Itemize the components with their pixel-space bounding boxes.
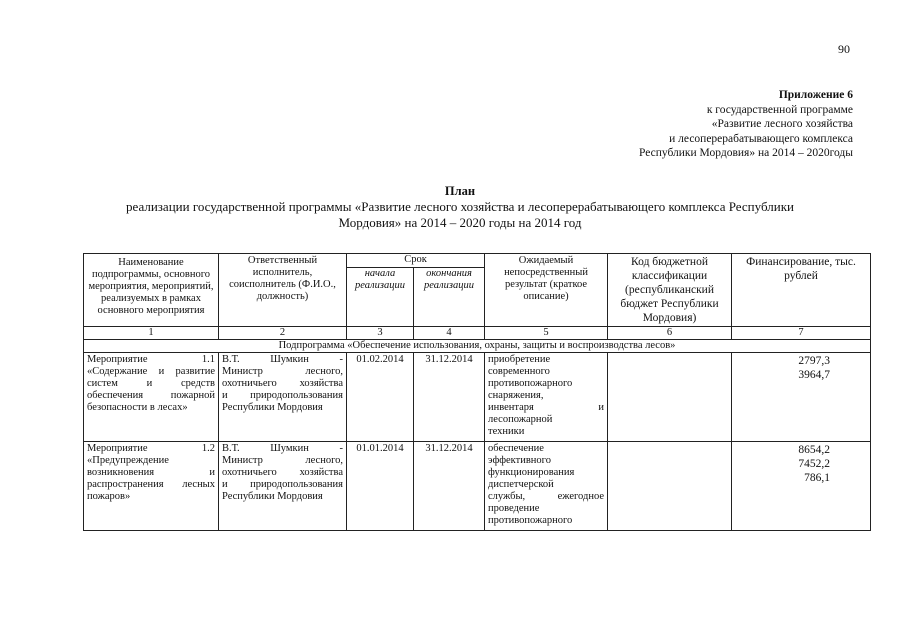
- column-number: 6: [608, 327, 732, 340]
- cell-line: В.Т. Шумкин -: [222, 354, 343, 365]
- plan-subtitle-line-2: Мордовия» на 2014 – 2020 годы на 2014 год: [338, 215, 582, 230]
- cell-line: функционирования: [488, 467, 575, 478]
- appendix-block: [523, 88, 853, 161]
- plan-table: [83, 253, 871, 531]
- table-row: [84, 353, 871, 442]
- column-number: 3: [347, 327, 414, 340]
- cell-line: В.Т. Шумкин -: [222, 443, 343, 454]
- header-code: Код бюджетной классификации (республиканский бюджет Республики Мордовия): [608, 254, 732, 327]
- cell-name: [84, 442, 219, 531]
- cell-line: Мероприятие 1.1: [87, 354, 215, 365]
- cell-line: охотничьего хозяйства: [222, 378, 343, 389]
- cell-start: 01.02.2014: [347, 353, 414, 442]
- cell-line: распространения лесных: [87, 479, 215, 490]
- cell-result: [485, 442, 608, 531]
- cell-line: лесопожарной: [488, 414, 553, 425]
- cell-line: техники: [488, 426, 525, 437]
- cell-line: противопожарного: [488, 515, 573, 526]
- cell-line: «Предупреждение: [87, 455, 169, 466]
- header-finance: Финансирование, тыс. рублей: [732, 254, 871, 327]
- header-name: Наименование подпрограммы, основного мероприятия, мероприятий, реализуемых в рамках основного мероприятия: [84, 254, 219, 327]
- column-number: 4: [414, 327, 485, 340]
- cell-line: инвентаря и: [488, 402, 605, 413]
- cell-code: [608, 353, 732, 442]
- header-row: [84, 254, 871, 268]
- cell-line: Республики Мордовия: [222, 402, 323, 413]
- finance-value: 3964,7: [798, 369, 831, 381]
- header-responsible: Ответственный исполнитель, соисполнитель (Ф.И.О., должность): [219, 254, 347, 327]
- page-number: 90: [838, 42, 850, 56]
- cell-end: 31.12.2014: [414, 353, 485, 442]
- plan-subtitle: [60, 199, 860, 231]
- cell-line: современного: [488, 366, 550, 377]
- cell-responsible: [219, 442, 347, 531]
- column-number: 2: [219, 327, 347, 340]
- cell-responsible: [219, 353, 347, 442]
- cell-line: эффективного: [488, 455, 551, 466]
- cell-start: 01.01.2014: [347, 442, 414, 531]
- appendix-line: «Развитие лесного хозяйства: [711, 118, 853, 130]
- finance-value: 2797,3: [798, 355, 831, 367]
- cell-line: Республики Мордовия: [222, 491, 323, 502]
- cell-line: пожаров»: [87, 491, 131, 502]
- cell-line: службы, ежегодное: [488, 491, 605, 502]
- header-end: окончания реализации: [414, 268, 485, 327]
- cell-finance: [732, 353, 871, 442]
- header-term: Срок: [347, 254, 485, 268]
- cell-line: безопасности в лесах»: [87, 402, 188, 413]
- cell-line: диспетчерской: [488, 479, 554, 490]
- finance-value: 786,1: [804, 472, 831, 484]
- cell-line: Министр лесного,: [222, 455, 343, 466]
- cell-line: Мероприятие 1.2: [87, 443, 215, 454]
- plan-subtitle-line-1: реализации государственной программы «Развитие лесного хозяйства и лесоперерабатывающего комплекса Республики: [126, 199, 794, 214]
- cell-result: [485, 353, 608, 442]
- plan-title: План: [444, 184, 476, 198]
- cell-end: 31.12.2014: [414, 442, 485, 531]
- cell-line: проведение: [488, 503, 540, 514]
- header-result: Ожидаемый непосредственный результат (краткое описание): [485, 254, 608, 327]
- cell-code: [608, 442, 732, 531]
- cell-line: приобретение: [488, 354, 551, 365]
- header-start: начала реализации: [347, 268, 414, 327]
- column-number: 5: [485, 327, 608, 340]
- appendix-line: к государственной программе: [706, 103, 853, 116]
- subprogram-row: [84, 340, 871, 353]
- cell-line: систем и средств: [87, 378, 215, 389]
- cell-name: [84, 353, 219, 442]
- appendix-title: Приложение 6: [778, 89, 853, 101]
- column-number: 1: [84, 327, 219, 340]
- table-row: [84, 442, 871, 531]
- cell-line: «Содержание и развитие: [87, 366, 215, 377]
- column-number-row: [84, 327, 871, 340]
- cell-line: Министр лесного,: [222, 366, 343, 377]
- finance-value: 8654,2: [798, 444, 831, 456]
- cell-line: противопожарного: [488, 378, 573, 389]
- appendix-line: и лесоперерабатывающего комплекса: [669, 132, 853, 145]
- cell-line: охотничьего хозяйства: [222, 467, 343, 478]
- cell-line: обеспечение: [488, 443, 544, 454]
- column-number: 7: [732, 327, 871, 340]
- cell-line: снаряжения,: [488, 390, 544, 401]
- finance-value: 7452,2: [798, 458, 831, 470]
- appendix-line: Республики Мордовия» на 2014 – 2020годы: [638, 147, 853, 159]
- cell-line: обеспечения пожарной: [87, 390, 215, 401]
- cell-line: и природопользования: [222, 390, 343, 401]
- cell-finance: [732, 442, 871, 531]
- cell-line: и природопользования: [222, 479, 343, 490]
- subprogram-title: Подпрограмма «Обеспечение использования, охраны, защиты и воспроизводства лесов»: [84, 340, 871, 353]
- cell-line: возникновения и: [87, 467, 215, 478]
